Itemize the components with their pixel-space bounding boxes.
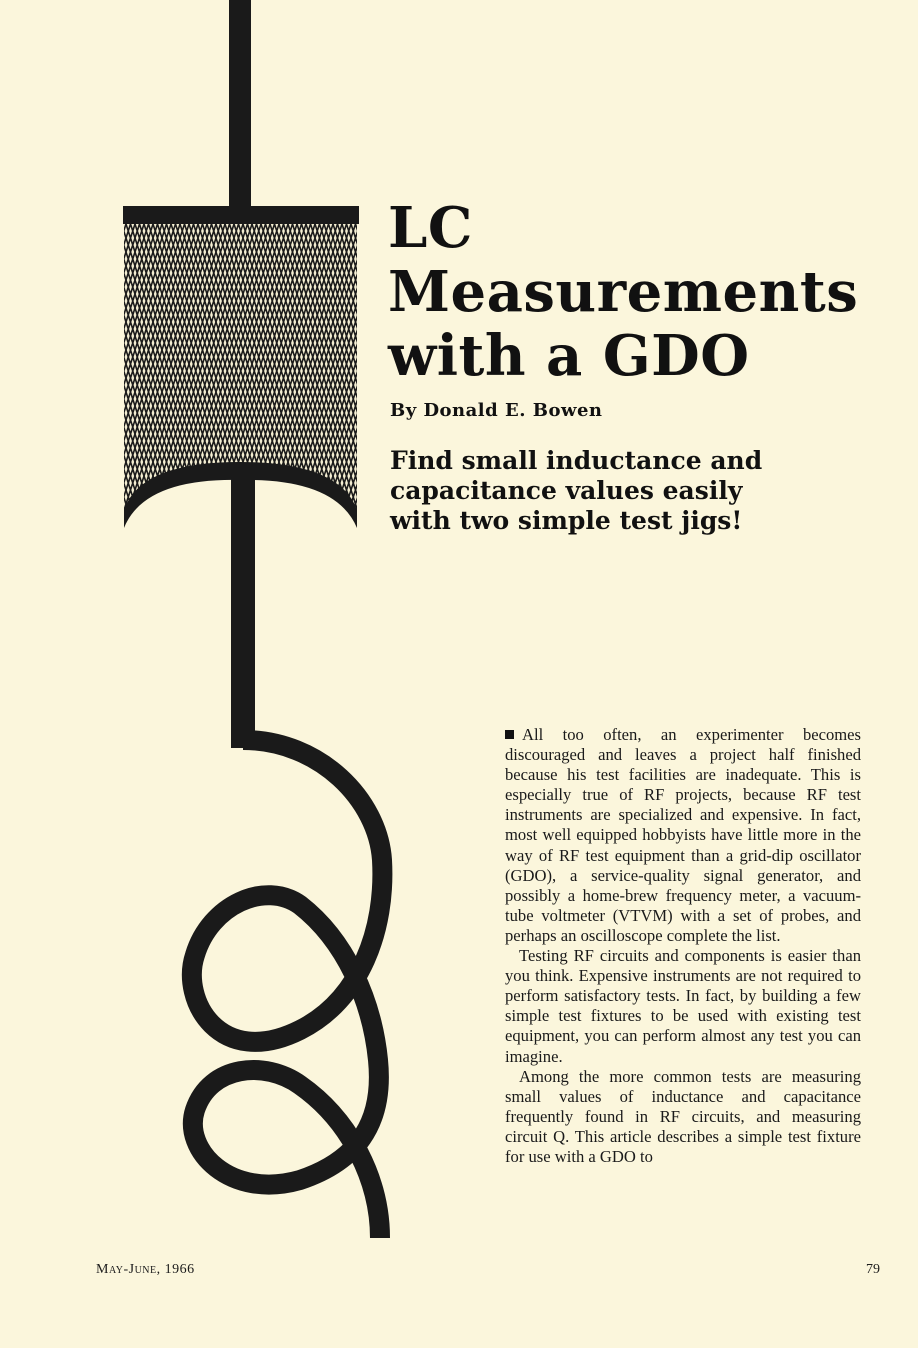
lower-wire	[231, 478, 255, 748]
body-paragraph: Testing RF circuits and components is easier than you think. Expensive instruments are not required to perform satisfactory tests. In fact, by building a few simple test fixtures to be used with existing test equipment, you can perform almost any test you can imagine.	[505, 946, 861, 1066]
title-line: with a GDO	[388, 323, 750, 389]
byline: By Donald E. Bowen	[390, 400, 603, 421]
body-paragraph: Among the more common tests are measuring small values of inductance and capacitance frequently found in RF circuits, and measuring circuit Q. This article describes a simple test fixture for use with a GDO to	[505, 1066, 861, 1166]
looped-wire	[192, 740, 383, 1238]
issue-date: May-June, 1966	[96, 1262, 195, 1277]
paragraph-text: All too often, an experimenter becomes discouraged and leaves a project half finished because his test facilities are inadequate. This is especially true of RF projects, because RF test instruments are specialized and expensive. In fact, most well equipped hobbyists have little more in the way of RF test equipment than a grid-dip oscillator (GDO), a service-quality signal generator, and possibly a home-brew frequency meter, a vacuum-tube voltmeter (VTVM) with a set of probes, and perhaps an oscilloscope complete the list.	[505, 725, 861, 945]
deck-line: Find small inductance and	[390, 446, 763, 475]
upper-wire	[229, 0, 251, 210]
deck	[390, 446, 860, 536]
title-line: LC	[388, 195, 473, 261]
coil-top-plate	[123, 206, 359, 224]
page-number: 79	[866, 1262, 880, 1277]
deck-line: with two simple test jigs!	[390, 506, 743, 535]
bullet-icon	[505, 730, 514, 739]
article-title	[388, 196, 908, 388]
body-paragraph	[505, 725, 861, 946]
title-line: Measurements	[388, 259, 859, 325]
article-body	[505, 725, 861, 1167]
deck-line: capacitance values easily	[390, 476, 743, 505]
